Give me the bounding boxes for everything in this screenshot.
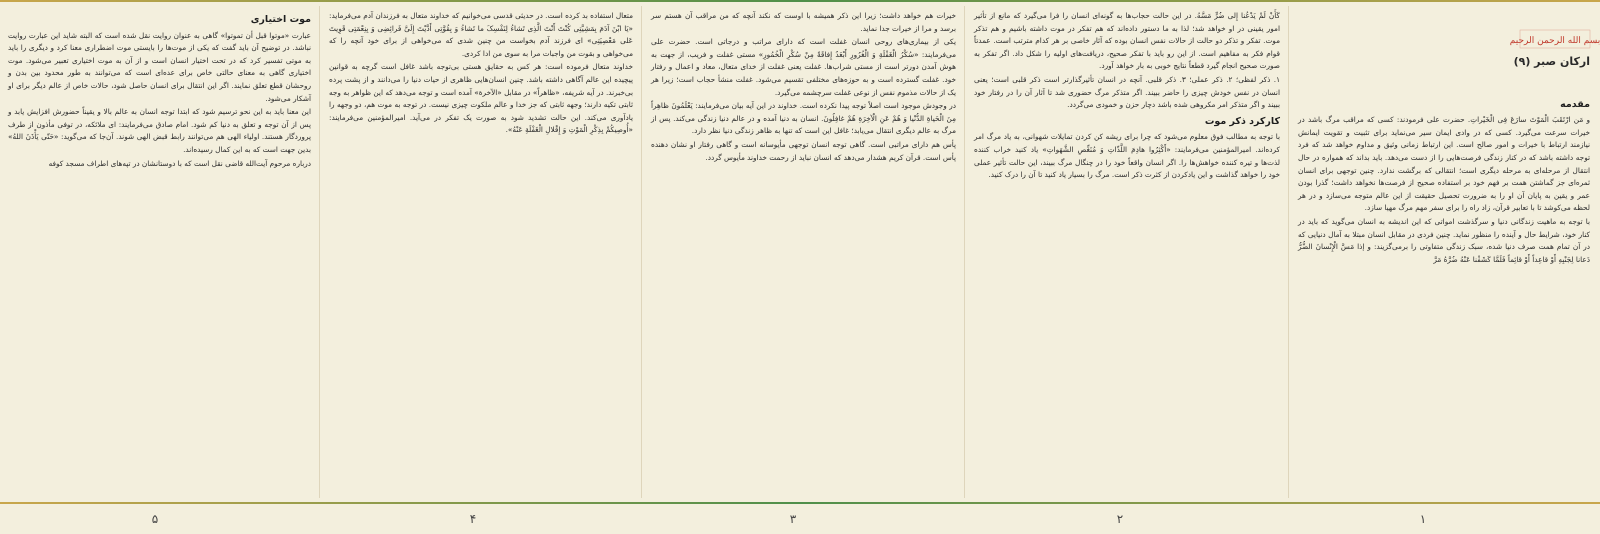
column-2 (968, 10, 1286, 500)
paragraph: با توجه به ماهیت زندگانی دنیا و سرگذشت امواتی که این اندیشه به انسان می‌گوید که باید در کنار خود، شرایط حال و آینده را منظور نماید. چنین فردی در مقابل انسان مبتلا به آمال دنیایی که در آن تمام همت صرف دنیا شده، سبک زندگی متفاوتی را برمی‌گزیند: و إذا مَسَّ الْإِنْسانَ الضُّرُّ دَعانا لِجَنْبِهِ أَوْ قاعِداً أَوْ قائِماً فَلَمَّا کَشَفْنا عَنْهُ ضُرَّهُ مَرَّ (1298, 216, 1590, 264)
column-divider (964, 6, 965, 498)
bottom-rule (0, 502, 1600, 504)
column-1 (1292, 10, 1600, 500)
top-rule (0, 0, 1600, 2)
paragraph: خیرات هم خواهد داشت؛ زیرا این ذکر همیشه با اوست که نکند آنچه که من مراقب آن هستم سر برسد و مرا از خیرات جدا نماید. (651, 11, 956, 33)
page-number: ۵ (151, 512, 159, 526)
paragraph: ۱. ذکر لفظی؛ ۲. ذکر عملی؛ ۳. ذکر قلبی. آنچه در انسان تأثیرگذارتر است ذکر قلبی است؛ یعنی انسان در نفس خودش چیزی را حاضر ببیند. اگر متذکر مرگ حضوری شد تا آثار آن را در رفتار خود ببیند و اگر متذکر امر مکروهی شده باشد دچار حزن و خمودی می‌گردد. (974, 74, 1280, 110)
section-heading-intro: مقدمه (1560, 98, 1590, 110)
page-number: ۲ (1116, 512, 1124, 526)
bismillah-logo-text: بسم الله الرحمن الرحیم (1509, 36, 1600, 46)
page-number: ۱ (1419, 512, 1427, 526)
paragraph: عبارت «موتوا قبل أن تموتوا» گاهی به عنوان روایت نقل شده است که البته شاید این عبارت روایت نباشد. در توضیح آن باید گفت که یکی از موت‌ها را بایستی موت اضطراری معنا کرد و دیگری را باید به موتی تفسیر کرد که در تحت اختیار انسان است و از آن به موت اختیاری تعبیر می‌شود. موت اختیاری گاهی به معنای حالتی خاص برای عده‌ای است که می‌توانند به طور محدود بین بدن و روحشان قطع تعلق نمایند. اگر این انتقال برای انسان حاصل شود، حالات خاص از عالم دیگر برای او آشکار می‌شود. (8, 30, 311, 103)
page-number: ۳ (789, 512, 797, 526)
section-heading-zikr-mawt: کارکرد ذکر موت (1204, 115, 1280, 127)
paragraph: کَأَنْ لَمْ یَدْعُنا إِلی ضُرٍّ مَسَّهُ. در این حالت حجاب‌ها به گونه‌ای انسان را فرا می‌گیرد که مانع از تأثیر امور یقینی در او خواهد شد؛ لذا به ما دستور داده‌اند که هم تفکر در موت داشته باشیم و هم تذکر موت. تفکر و تذکر دو حالت از حالات نفس انسان بوده که آثار خاصی بر هر کدام مترتب است. عمدتاً قوام فکر به مفاهیم است. از این رو باید با تفکر صحیح، دریافت‌های اولیه را شکل داد. اگر تفکر به صورت صحیح انجام گیرد قطعاً نتایج خوبی به بار خواهد آورد. (974, 11, 1280, 71)
bismillah-logo-icon (1509, 28, 1600, 50)
section-heading-ikhtiari: موت اختیاری (250, 14, 311, 25)
paragraph: و مَن ارْتَقَبَ الْمَوْتَ سارَعَ فِی الْخَیْراتِ. حضرت علی فرمودند: کسی که مراقب مرگ باشد در خیرات سرعت می‌گیرد. کسی که در وادی ایمان سیر می‌نماید برای تثبیت و تقویت ایمانش نیازمند ارتباط با خیرات و امور صالح است. این ارتباط زمانی وثیق و مداوم خواهد شد که فرد توجه داشته باشد که در کنار زندگی فرصت‌هایی را از دست می‌دهد. باید بداند که همواره در حال انتقال از مرحله‌ای به مرحله دیگری است؛ انتقالی که برگشت ندارد. چنین توجهی برای انسان ثمره‌ای جز گماشتن همت بر فهم خود بر استفاده صحیح از فرصت‌ها نخواهد داشت؛ گذرا بودن عمر و یقین به پایان آن او را به ضرورت تحصیل حقیقت از این عالم متوجه می‌سازد و در هر لحظه می‌کوشد تا با تعابیر قرآن، زاد راه را برای سفر مهم مرگ مهیا سازد. (1298, 115, 1590, 213)
column-divider (319, 6, 320, 498)
column-divider (1288, 6, 1289, 498)
paragraph: یکی از بیماری‌های روحی انسان غفلت است که دارای مراتب و درجاتی است. حضرت علی می‌فرمایند: «سُکْرُ الْغَفْلَةِ وَ الْغُرُورِ أَبْعَدُ إِفاقَةً مِنْ سُکْرِ الْخُمُورِ» مستی غفلت و فریب، از جهت به هوش آمدن دورتر است از مستی شراب‌ها. غفلت یعنی غفلت از خدای متعال، معاد و اعمال و رفتار خود. غفلت گسترده است و به حوزه‌های مختلفی تقسیم می‌شود. غفلت منشأ حجاب است؛ زیرا هر یک از حالات مذموم نفس از نوعی غفلت سرچشمه می‌گیرد. (651, 37, 956, 97)
page-number: ۴ (469, 512, 477, 526)
column-divider (641, 6, 642, 498)
paragraph: در وجودش موجود است اصلاً توجه پیدا نکرده است. خداوند در این آیه بیان می‌فرمایند: یَعْلَمُونَ ظاهِراً مِنَ الْحَیاةِ الدُّنْیا وَ هُمْ عَنِ الْآخِرَةِ هُمْ غافِلُونَ. انسان به دنیا آمده و در عالم دنیا زندگی می‌کند. پس از مرگ به عالم دیگری انتقال می‌یابد؛ غافل این است که تنها به ظاهر زندگی دنیا نظر دارد. (651, 101, 956, 136)
paragraph: خداوند متعال فرموده است: هر کس به حقایق هستی بی‌توجه باشد غافل است گرچه به قوانین پیچیده این عالم آگاهی داشته باشد. چنین انسان‌هایی ظاهری از حیات دنیا را می‌دانند و از پشت پرده بی‌خبرند. در آیه شریفه، «ظاهراً» در مقابل «الآخرة» آمده است و توجه می‌دهد که این ظواهر به وجه ثابتی تکیه دارند؛ وجهه ثابتی که جز خدا و عالم ملکوت چیزی نیست. در توجه به موت هم، دو وجهه را یادآوری می‌کند. این حالت تشدید شود به صورت یک تفکر در می‌آید. امیرالمؤمنین می‌فرمایند: «أُوصِیکُمْ بِذِکْرِ الْمَوْتِ وَ إِقْلالِ الْغَفْلَةِ عَنْهُ». (329, 62, 633, 135)
page-title: ارکان صبر (۹) (1513, 55, 1590, 68)
paragraph: پأس هم دارای مراتبی است. گاهی توجه انسان توجهی مأیوسانه است و گاهی رفتار او نشان دهنده پأس است. قرآن کریم هشدار می‌دهد که انسان نباید از رحمت خداوند مأیوس گردد. (651, 139, 956, 162)
column-3 (645, 10, 962, 500)
paragraph: با توجه به مطالب فوق معلوم می‌شود که چرا برای ریشه کن کردن تمایلات شهوانی، به یاد مرگ امر کرده‌اند. امیرالمؤمنین می‌فرمایند: «أَکْثِرُوا هادِمَ اللَّذّاتِ وَ مُنَغِّصِ الشَّهَواتِ» یاد کنید خراب کننده لذت‌ها و تیره کننده خواهش‌ها را. اگر انسان واقعاً خود را در چنگال مرگ ببیند، این حالت تأثیر عملی خود را خواهد گذاشت و این یادکردن از کثرت ذکر است. مرگ را بسیار یاد کنید تا آن را درک کنید. (974, 132, 1280, 180)
paragraph: درباره مرحوم آیت‌الله قاضی نقل است که با دوستانشان در تپه‌های اطراف مسجد کوفه (48, 158, 311, 168)
column-5 (2, 10, 317, 500)
paragraph: متعال استفاده بد کرده است. در حدیثی قدسی می‌خوانیم که خداوند متعال به فرزندان آدم می‌فرماید: «یَا ابْنَ آدَمَ بِمَشِیَّتِی کُنْتَ أَنْتَ الَّذِی تَشاءُ لِنَفْسِکَ ما تَشاءُ وَ بِقُوَّتِی أَدَّیْتَ إِلَیَّ فَرائِضِی وَ بِنِعْمَتِی قَوِیتَ عَلی مَعْصِیَتِی» ای فرزند آدم بخواست من چنین شدی که می‌خواهی از برای خود آنچه را که می‌خواهی و بقوت من واجبات مرا به سوی من ادا کردی. (329, 11, 633, 58)
column-4 (323, 10, 639, 500)
paragraph: این معنا باید به این نحو ترسیم شود که ابتدا توجه انسان به عالم بالا و یقیناً حضورش افزایش یابد و پس از آن توجه و تعلق به دنیا کم شود. امام صادق می‌فرمایند: ای ملائکه، در توفی مأذون از طرف پروردگار هستند. اولیاء الهی هم می‌توانند رابط قبض الهی شوند. آن‌جا که می‌گوید: «حَتّی یَأْذَنَ اللهُ» بدین جهت است که به این کمال رسیده‌اند. (8, 107, 311, 154)
